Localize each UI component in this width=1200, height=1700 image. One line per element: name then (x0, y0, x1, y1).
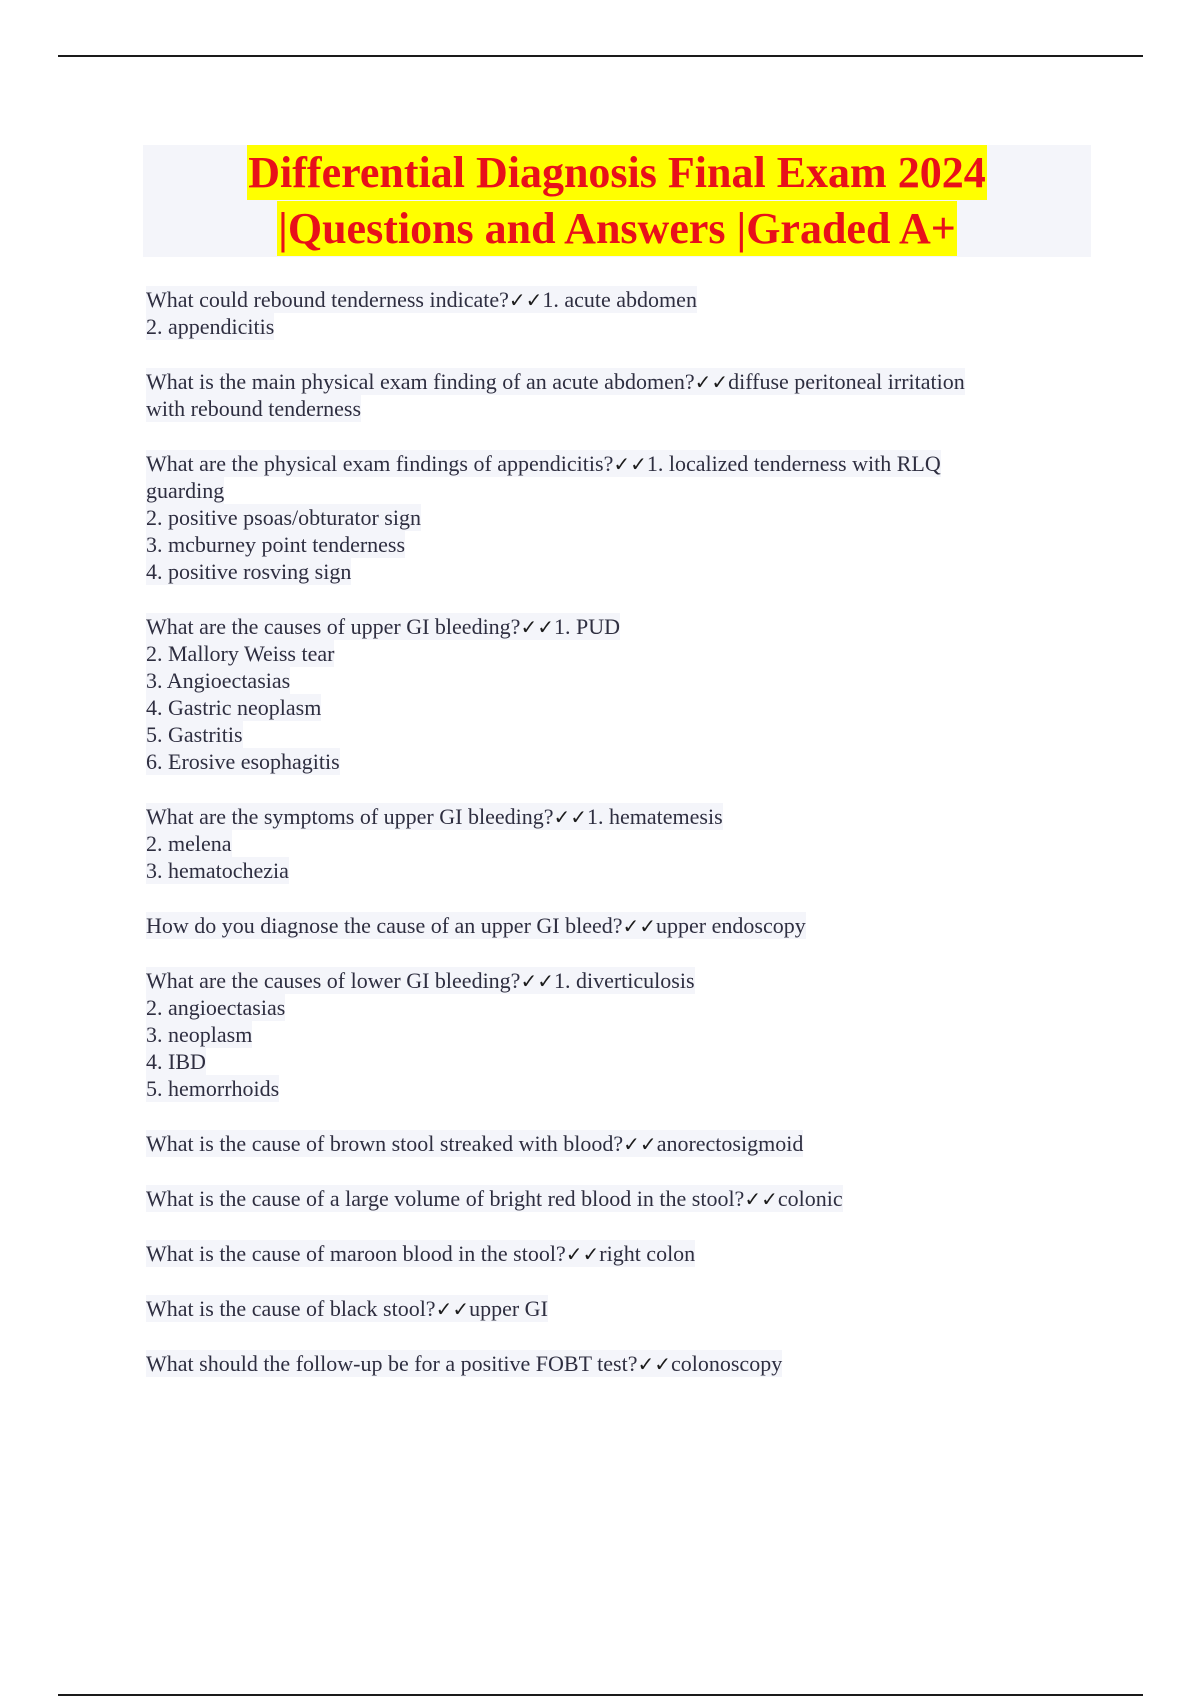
question-line (146, 368, 965, 395)
qa-item (146, 613, 1086, 775)
answer-line: 2. positive psoas/obturator sign (146, 505, 421, 530)
answer-line: 3. hematochezia (146, 858, 289, 883)
qa-item (146, 967, 1086, 1102)
answer-line: 5. hemorrhoids (146, 1076, 280, 1101)
title-line-2: |Questions and Answers |Graded A+ (277, 201, 957, 256)
qa-item (146, 1295, 1086, 1322)
double-check-icon: ✓✓ (694, 370, 729, 394)
double-check-icon: ✓✓ (622, 914, 657, 938)
answer-text: colonoscopy (670, 1351, 783, 1376)
answer-text: anorectosigmoid (656, 1131, 804, 1156)
question-text: What are the causes of lower GI bleeding? (146, 968, 521, 993)
answer-line: 6. Erosive esophagitis (146, 749, 340, 774)
answer-text: 1. localized tenderness with RLQ (646, 451, 941, 476)
answer-line: 3. Angioectasias (146, 668, 291, 693)
document-title (143, 145, 1091, 257)
double-check-icon: ✓✓ (744, 1187, 778, 1211)
qa-item (146, 1350, 1086, 1377)
qa-item (146, 286, 1086, 340)
question-line (146, 1295, 548, 1322)
question-text: What are the symptoms of upper GI bleeding? (146, 804, 554, 829)
qa-item (146, 1240, 1086, 1267)
answer-line: 5. Gastritis (146, 722, 243, 747)
answer-text: 1. diverticulosis (553, 968, 695, 993)
question-line (146, 967, 695, 994)
qa-list (146, 286, 1086, 1405)
answer-line: 4. Gastric neoplasm (146, 695, 322, 720)
answer-text: 1. hematemesis (587, 804, 723, 829)
answer-line: 4. positive rosving sign (146, 559, 352, 584)
question-line (146, 450, 941, 477)
question-text: What is the cause of black stool? (146, 1296, 436, 1321)
double-check-icon: ✓✓ (613, 452, 647, 476)
answer-line: 2. Mallory Weiss tear (146, 641, 335, 666)
double-check-icon: ✓✓ (520, 969, 554, 993)
question-text: What is the cause of brown stool streaked with blood? (146, 1131, 624, 1156)
qa-item (146, 1185, 1086, 1212)
answer-text: 1. acute abdomen (542, 287, 697, 312)
question-line (146, 613, 620, 640)
question-text: What are the causes of upper GI bleeding? (146, 614, 521, 639)
question-line (146, 1350, 782, 1377)
double-check-icon: ✓✓ (553, 805, 587, 829)
top-divider (58, 55, 1143, 57)
answer-line: 3. mcburney point tenderness (146, 532, 406, 557)
answer-text: diffuse peritoneal irritation (728, 369, 965, 394)
answer-text: upper GI (469, 1296, 548, 1321)
answer-continuation: with rebound tenderness (146, 396, 362, 421)
question-text: What could rebound tenderness indicate? (146, 287, 509, 312)
question-text: What is the cause of maroon blood in the stool? (146, 1241, 566, 1266)
qa-item (146, 368, 1086, 422)
qa-item (146, 803, 1086, 884)
double-check-icon: ✓✓ (623, 1132, 657, 1156)
question-text: What is the cause of a large volume of bright red blood in the stool? (146, 1186, 745, 1211)
question-line (146, 912, 806, 939)
double-check-icon: ✓✓ (508, 288, 543, 312)
answer-text: right colon (599, 1241, 696, 1266)
question-text: How do you diagnose the cause of an upper GI bleed? (146, 913, 623, 938)
qa-item (146, 450, 1086, 585)
qa-item (146, 912, 1086, 939)
question-line (146, 1185, 843, 1212)
question-text: What is the main physical exam finding of an acute abdomen? (146, 369, 695, 394)
double-check-icon: ✓✓ (637, 1352, 671, 1376)
question-text: What should the follow-up be for a positive FOBT test? (146, 1351, 638, 1376)
question-line (146, 1130, 803, 1157)
answer-text: 1. PUD (553, 614, 620, 639)
answer-line: 2. melena (146, 831, 232, 856)
question-line (146, 286, 697, 313)
double-check-icon: ✓✓ (565, 1242, 600, 1266)
answer-line: 2. angioectasias (146, 995, 286, 1020)
answer-line: 3. neoplasm (146, 1022, 253, 1047)
question-text: What are the physical exam findings of appendicitis? (146, 451, 614, 476)
answer-line: 2. appendicitis (146, 314, 275, 339)
answer-continuation: guarding (146, 478, 225, 503)
answer-line: 4. IBD (146, 1049, 206, 1074)
question-line (146, 803, 723, 830)
title-line-1: Differential Diagnosis Final Exam 2024 (247, 145, 986, 200)
qa-item (146, 1130, 1086, 1157)
answer-text: colonic (777, 1186, 843, 1211)
answer-text: upper endoscopy (656, 913, 806, 938)
double-check-icon: ✓✓ (435, 1297, 470, 1321)
bottom-divider (58, 1694, 1143, 1696)
question-line (146, 1240, 695, 1267)
double-check-icon: ✓✓ (520, 615, 554, 639)
